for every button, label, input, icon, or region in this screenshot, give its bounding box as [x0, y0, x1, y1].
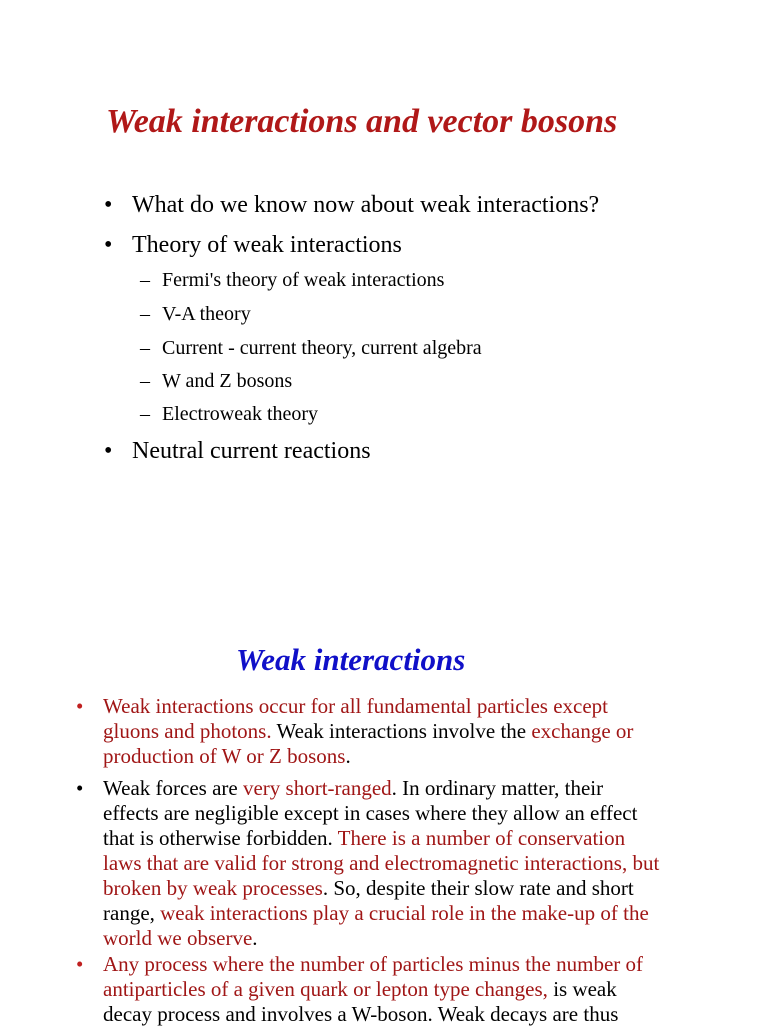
- bullet-dot: •: [76, 776, 84, 800]
- sub-item: [140, 369, 292, 393]
- text: .: [252, 926, 258, 950]
- text: Weak forces are: [103, 776, 243, 800]
- text-red: laws that are valid for strong and electromagnetic interactions, but: [103, 851, 660, 875]
- sub-text: Electroweak theory: [162, 403, 319, 425]
- sub-text: W and Z bosons: [162, 370, 293, 392]
- text-red: antiparticles of a given quark or lepton type changes,: [103, 977, 548, 1001]
- bullet-item: [104, 190, 599, 220]
- text-red: production of W or Z bosons: [103, 744, 346, 768]
- text-red: exchange or: [531, 719, 634, 743]
- text-red: weak interactions play a crucial role in the make-up of the: [160, 901, 649, 925]
- text: range,: [103, 901, 161, 925]
- bullet-dot: •: [76, 694, 84, 718]
- text: that is otherwise forbidden.: [103, 826, 338, 850]
- sub-item: [140, 402, 318, 426]
- bullet-text: Neutral current reactions: [132, 438, 371, 464]
- text-red: Any process where the number of particles minus the number of: [103, 952, 644, 976]
- slide-title-weak-interactions: Weak interactions: [236, 642, 466, 677]
- text-red: gluons and photons.: [103, 719, 272, 743]
- bullet-dot: •: [76, 952, 84, 976]
- bullet-text: Theory of weak interactions: [132, 232, 402, 258]
- text: is weak: [547, 977, 617, 1001]
- slide-title-weak-interactions-vector-bosons: Weak interactions and vector bosons: [106, 103, 618, 140]
- sub-dash: –: [140, 269, 150, 291]
- text-red: very short-ranged: [242, 776, 392, 800]
- text: .: [345, 744, 351, 768]
- bullet-dot: •: [104, 192, 113, 218]
- text-red: world we observe: [103, 926, 253, 950]
- text: decay process and involves a W-boson. Weak decays are thus: [103, 1002, 619, 1026]
- sub-text: V-A theory: [162, 303, 251, 325]
- sub-text: Fermi's theory of weak interactions: [162, 269, 445, 291]
- bullet-dot: •: [104, 438, 113, 464]
- text-red: broken by weak processes: [103, 876, 323, 900]
- sub-item: [140, 302, 251, 326]
- sub-item: [140, 336, 482, 360]
- sub-item: [140, 268, 444, 292]
- sub-dash: –: [140, 303, 150, 325]
- text: Weak interactions involve the: [271, 719, 532, 743]
- text-red: Weak interactions occur for all fundamental particles except: [103, 694, 608, 718]
- text: . So, despite their slow rate and short: [322, 876, 634, 900]
- sub-dash: –: [140, 337, 150, 359]
- sub-text: Current - current theory, current algebra: [162, 337, 482, 359]
- text: . In ordinary matter, their: [391, 776, 604, 800]
- sub-dash: –: [140, 370, 150, 392]
- bullet-dot: •: [104, 232, 113, 258]
- bullet-text: What do we know now about weak interactions?: [132, 192, 600, 218]
- sub-dash: –: [140, 403, 150, 425]
- bullet-item: [104, 436, 371, 466]
- text: effects are negligible except in cases where they allow an effect: [103, 801, 638, 825]
- bullet-item: [104, 230, 402, 260]
- text-red: There is a number of conservation: [337, 826, 626, 850]
